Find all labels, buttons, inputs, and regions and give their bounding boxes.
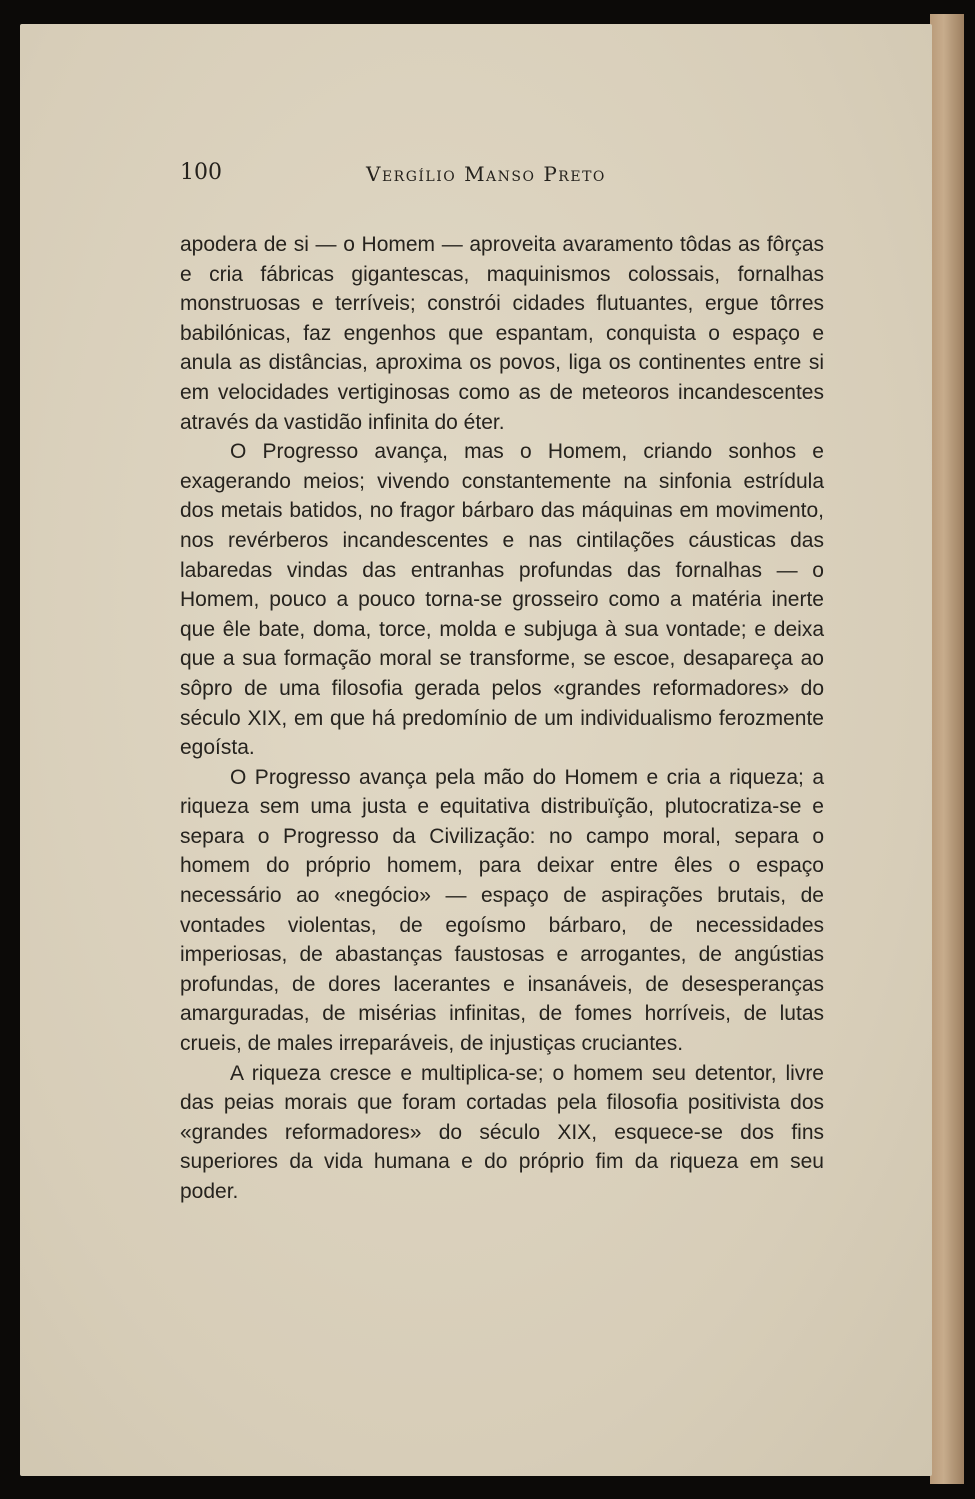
paragraph-1: apodera de si — o Homem — aproveita avaramento tôdas as fôrças e cria fábricas gigantescas, maquinismos colossais, fornalhas monstruosas e terríveis; constrói cidades flutuantes, ergue tôrres babilónicas, faz engenhos que espantam, conquista o espaço e anula as distâncias, aproxima os povos, liga os continentes entre si em velocidades vertiginosas como as de meteoros incandescentes através da vastidão infinita do éter. [180, 233, 824, 434]
paragraph-4: A riqueza cresce e multiplica-se; o homem seu detentor, livre das peias morais que foram cortadas pela filosofia positivista dos «grandes reformadores» do século XIX, esquece-se dos fins superiores da vida humana e do próprio fim da riqueza em seu poder. [180, 1061, 824, 1203]
page-number: 100 [180, 160, 222, 185]
page-header [180, 160, 830, 190]
paragraph-3: O Progresso avança pela mão do Homem e cria a riqueza; a riqueza sem uma justa e equitativa distribuïção, plutocratiza-se e separa o Progresso da Civilização: no campo moral, separa o homem do próprio homem, para deixar entre êles o espaço necessário ao «negócio» — espaço de aspirações brutais, de vontades violentas, de egoísmo bárbaro, de necessidades imperiosas, de abastanças faustosas e arrogantes, de angústias profundas, de dores lacerantes e insanáveis, de desesperanças amarguradas, de misérias infinitas, de fomes horríveis, de lutas crueis, de males irreparáveis, de injustiças cruciantes. [180, 765, 824, 1056]
body-text [180, 230, 824, 1207]
paragraph-2: O Progresso avança, mas o Homem, criando sonhos e exagerando meios; vivendo constantemente na sinfonia estrídula dos metais batidos, no fragor bárbaro das máquinas em movimento, nos revérberos incandescentes e nas cintilações cáusticas das labaredas vindas das entranhas profundas das fornalhas — o Homem, pouco a pouco torna-se grosseiro como a matéria inerte que êle bate, doma, torce, molda e subjuga à sua vontade; e deixa que a sua formação moral se transforme, se escoe, desapareça ao sôpro de uma filosofia gerada pelos «grandes reformadores» do século XIX, em que há predomínio de um individualismo ferozmente egoísta. [180, 440, 824, 760]
running-head: Vergílio Manso Preto [366, 162, 606, 186]
adjacent-page-edge [930, 14, 964, 1484]
